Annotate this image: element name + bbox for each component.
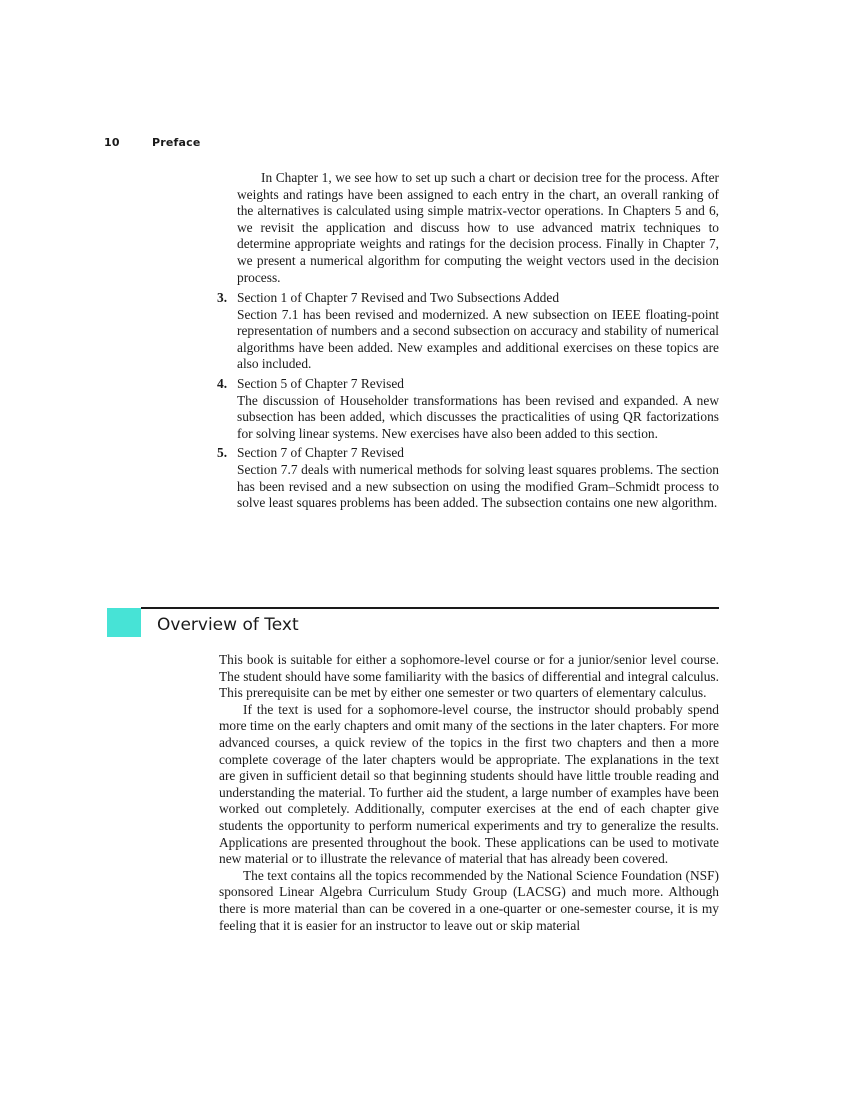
overview-paragraph: The text contains all the topics recommended by the National Science Foundation (NSF) sponsored Linear Algebra Curriculum Study Group (LACSG) and much more. Although there is more material than can be covered in a one-quarter or one-semester course, it is my feeling that it is easier for an instructor to leave out or skip material bbox=[219, 867, 719, 933]
continued-paragraph: In Chapter 1, we see how to set up such a chart or decision tree for the process. After weights and ratings have been assigned to each entry in the chart, an overall ranking of the alternatives is calculated using simple matrix-vector operations. In Chapters 5 and 6, we revisit the application and discuss how to use advanced matrix techniques to determine appropriate weights and ratings for the decision process. Finally in Chapter 7, we present a numerical algorithm for computing the weight vectors used in the decision process. bbox=[237, 170, 719, 285]
list-item-title: Section 1 of Chapter 7 Revised and Two Subsections Added bbox=[237, 290, 560, 305]
list-item-number: 4. bbox=[217, 375, 228, 391]
list-item-body: Section 7.7 deals with numerical methods for solving least squares problems. The section has been revised and a new subsection on using the modified Gram–Schmidt process to solve least squares problems has been added. The subsection contains one new algorithm. bbox=[237, 461, 719, 511]
overview-paragraph: This book is suitable for either a sophomore-level course or for a junior/senior level course. The student should have some familiarity with the basics of differential and integral calculus. This prerequisite can be met by either one semester or two quarters of elementary calculus. bbox=[219, 652, 719, 701]
list-item-title: Section 7 of Chapter 7 Revised bbox=[237, 445, 404, 461]
page-number: 10 bbox=[104, 136, 120, 149]
list-item-number: 3. bbox=[217, 290, 228, 305]
list-item-number: 5. bbox=[217, 445, 228, 461]
section-accent-block bbox=[107, 608, 141, 637]
list-item-body: Section 7.1 has been revised and modernized. A new subsection on IEEE floating-point representation of numbers and a second subsection on accuracy and stability of numerical algorithms have been added. New examples and additional exercises on these topics are also included. bbox=[237, 306, 719, 372]
section-rule bbox=[141, 607, 719, 609]
list-item bbox=[217, 445, 719, 511]
overview-paragraph: If the text is used for a sophomore-level course, the instructor should probably spend more time on the early chapters and omit many of the sections in the later chapters. For more advanced courses, a quick review of the topics in the first two chapters and then a more complete coverage of the later chapters would be appropriate. The explanations in the text are given in sufficient detail so that beginning students should have little trouble reading and understanding the material. To further aid the student, a large number of examples have been worked out completely. Additionally, computer exercises at the end of each chapter give students the opportunity to perform numerical experiments and try to generalize the results. Applications are presented throughout the book. These applications can be used to motivate new material or to illustrate the relevance of material that has already been covered. bbox=[219, 701, 719, 867]
list-item bbox=[217, 376, 719, 442]
running-head-title: Preface bbox=[152, 136, 201, 149]
revision-list bbox=[217, 290, 719, 515]
overview-text bbox=[219, 652, 719, 934]
list-item-title: Section 5 of Chapter 7 Revised bbox=[237, 375, 404, 391]
list-item bbox=[217, 290, 719, 373]
running-head bbox=[104, 136, 201, 149]
list-item-body: The discussion of Householder transformations has been revised and expanded. A new subsection has been added, which discusses the practicalities of using QR factorizations for solving linear systems. New exercises have also been added to this section. bbox=[237, 392, 719, 441]
section-title: Overview of Text bbox=[157, 615, 299, 635]
continued-text bbox=[237, 170, 719, 286]
